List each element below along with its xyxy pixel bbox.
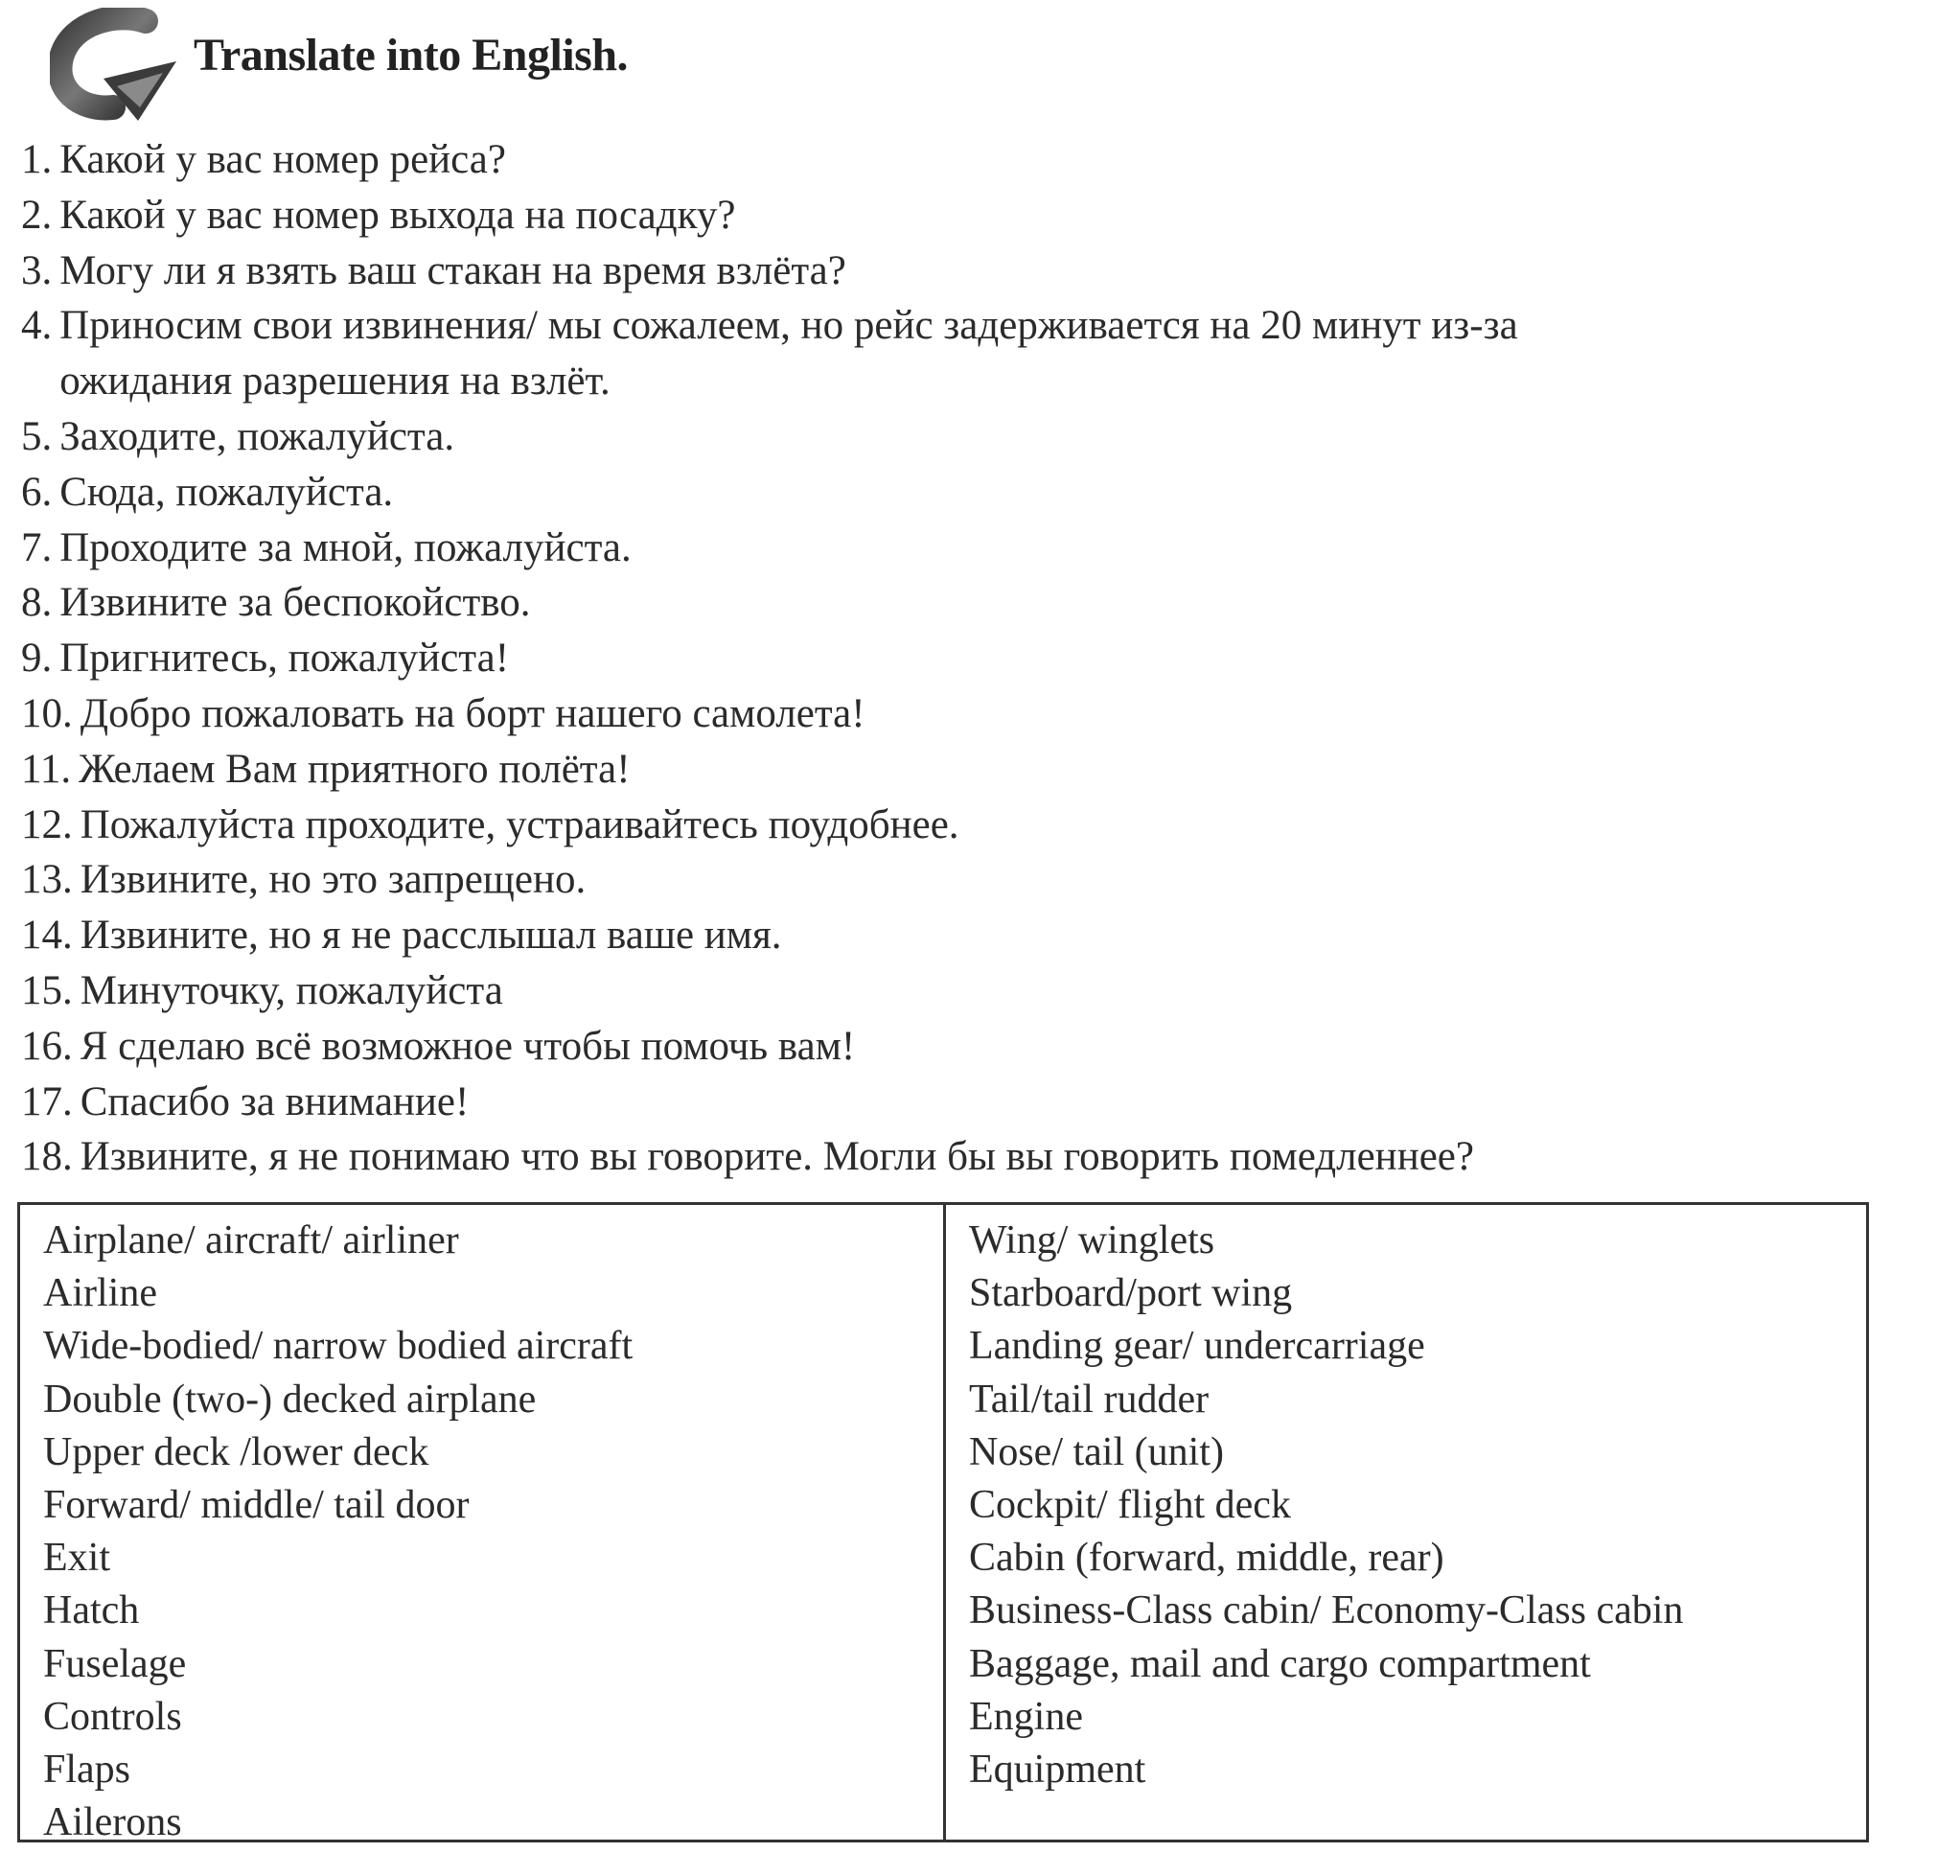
- vocabulary-term: Airline: [43, 1271, 157, 1316]
- item-number: 7.: [21, 524, 53, 570]
- item-number: 11.: [21, 746, 72, 792]
- sentence-text: Спасибо за внимание!: [80, 1078, 470, 1124]
- item-number: 4.: [21, 303, 53, 349]
- list-item: [21, 465, 1928, 521]
- vocabulary-term: Forward/ middle/ tail door: [43, 1482, 470, 1527]
- item-number: 10.: [21, 690, 73, 736]
- curved-arrow-g-icon: [50, 8, 184, 127]
- sentence-text: Извините, но я не расслышал ваше имя.: [80, 913, 782, 959]
- list-item: [21, 686, 1928, 742]
- sentence-text: Извините за беспокойство.: [59, 580, 531, 626]
- sentence-text: Добро пожаловать на борт нашего самолета!: [80, 690, 865, 736]
- sentence-list: [21, 132, 1928, 1185]
- item-number: 9.: [21, 636, 53, 682]
- vocabulary-term: Landing gear/ undercarriage: [969, 1324, 1425, 1369]
- vocabulary-term: Business-Class cabin/ Economy-Class cabin: [969, 1588, 1684, 1633]
- vocabulary-term: Fuselage: [43, 1641, 187, 1686]
- list-item: [21, 243, 1928, 299]
- list-item: [21, 742, 1928, 798]
- list-item: [21, 631, 1928, 686]
- vocabulary-term: Wing/ winglets: [969, 1218, 1215, 1262]
- vocabulary-term: Ailerons: [43, 1800, 182, 1845]
- sentence-text: Заходите, пожалуйста.: [59, 413, 455, 459]
- item-number: 5.: [21, 413, 53, 459]
- sentence-text: Пригнитесь, пожалуйста!: [59, 636, 510, 682]
- list-item: [21, 963, 1928, 1019]
- sentence-text: Какой у вас номер рейса?: [59, 137, 506, 182]
- sentence-text: Приносим свои извинения/ мы сожалеем, но рейс задерживается на 20 минут из-за ожидания разрешения на взлёт.: [59, 303, 1518, 405]
- item-number: 17.: [21, 1078, 73, 1124]
- sentence-text: Извините, но это запрещено.: [80, 857, 587, 903]
- vocabulary-term: Upper deck /lower deck: [43, 1429, 429, 1474]
- list-item: [21, 521, 1928, 576]
- item-number: 1.: [21, 137, 53, 182]
- exercise-header: [50, 8, 912, 127]
- sentence-text: Извините, я не понимаю что вы говорите. Могли бы вы говорить помедленнее?: [80, 1134, 1474, 1180]
- list-item: [21, 1019, 1928, 1075]
- list-item: [21, 798, 1928, 853]
- sentence-text: Проходите за мной, пожалуйста.: [59, 524, 632, 570]
- vocabulary-table: [17, 1202, 1869, 1845]
- list-item: [21, 908, 1928, 963]
- vocabulary-term: Baggage, mail and cargo compartment: [969, 1641, 1591, 1686]
- item-number: 13.: [21, 857, 73, 903]
- item-number: 3.: [21, 247, 53, 293]
- item-number: 15.: [21, 967, 73, 1013]
- item-number: 12.: [21, 801, 73, 847]
- list-item: [21, 852, 1928, 908]
- item-number: 2.: [21, 192, 53, 238]
- item-number: 14.: [21, 913, 73, 959]
- vocabulary-term: Equipment: [969, 1747, 1146, 1792]
- sentence-text: Пожалуйста проходите, устраивайтесь поудобнее.: [80, 801, 959, 847]
- vocabulary-term: Airplane/ aircraft/ airliner: [43, 1218, 459, 1262]
- sentence-text: Желаем Вам приятного полёта!: [79, 746, 631, 792]
- vocabulary-term: Exit: [43, 1536, 110, 1581]
- list-item: [21, 575, 1928, 631]
- vocabulary-term: Engine: [969, 1694, 1083, 1739]
- vocabulary-term: Double (two-) decked airplane: [43, 1377, 537, 1422]
- list-item: [21, 1129, 1928, 1185]
- list-item: [21, 188, 1928, 243]
- vocabulary-term: Cockpit/ flight deck: [969, 1482, 1291, 1527]
- vocabulary-column-left: [20, 1205, 946, 1845]
- sentence-text: Могу ли я взять ваш стакан на время взлёта?: [59, 247, 846, 293]
- list-item: [21, 1075, 1928, 1130]
- list-item: [21, 298, 1928, 409]
- item-number: 8.: [21, 580, 53, 626]
- vocabulary-term: Nose/ tail (unit): [969, 1429, 1224, 1474]
- sentence-text: Минуточку, пожалуйста: [80, 967, 503, 1013]
- sentence-text: Сюда, пожалуйста.: [59, 469, 394, 515]
- item-number: 16.: [21, 1023, 73, 1069]
- vocabulary-column-right: [946, 1205, 1866, 1840]
- list-item: [21, 132, 1928, 188]
- vocabulary-term: Controls: [43, 1694, 182, 1739]
- list-item: [21, 409, 1928, 465]
- sentence-text: Я сделаю всё возможное чтобы помочь вам!: [80, 1023, 856, 1069]
- vocabulary-term: Tail/tail rudder: [969, 1377, 1210, 1422]
- sentence-text: Какой у вас номер выхода на посадку?: [59, 192, 736, 238]
- vocabulary-term: Cabin (forward, middle, rear): [969, 1536, 1444, 1581]
- item-number: 18.: [21, 1134, 73, 1180]
- vocabulary-term: Wide-bodied/ narrow bodied aircraft: [43, 1324, 634, 1369]
- exercise-title: Translate into English.: [194, 30, 629, 81]
- vocabulary-term: Hatch: [43, 1588, 140, 1633]
- item-number: 6.: [21, 469, 53, 515]
- vocabulary-term: Flaps: [43, 1747, 131, 1792]
- vocabulary-term: Starboard/port wing: [969, 1271, 1293, 1316]
